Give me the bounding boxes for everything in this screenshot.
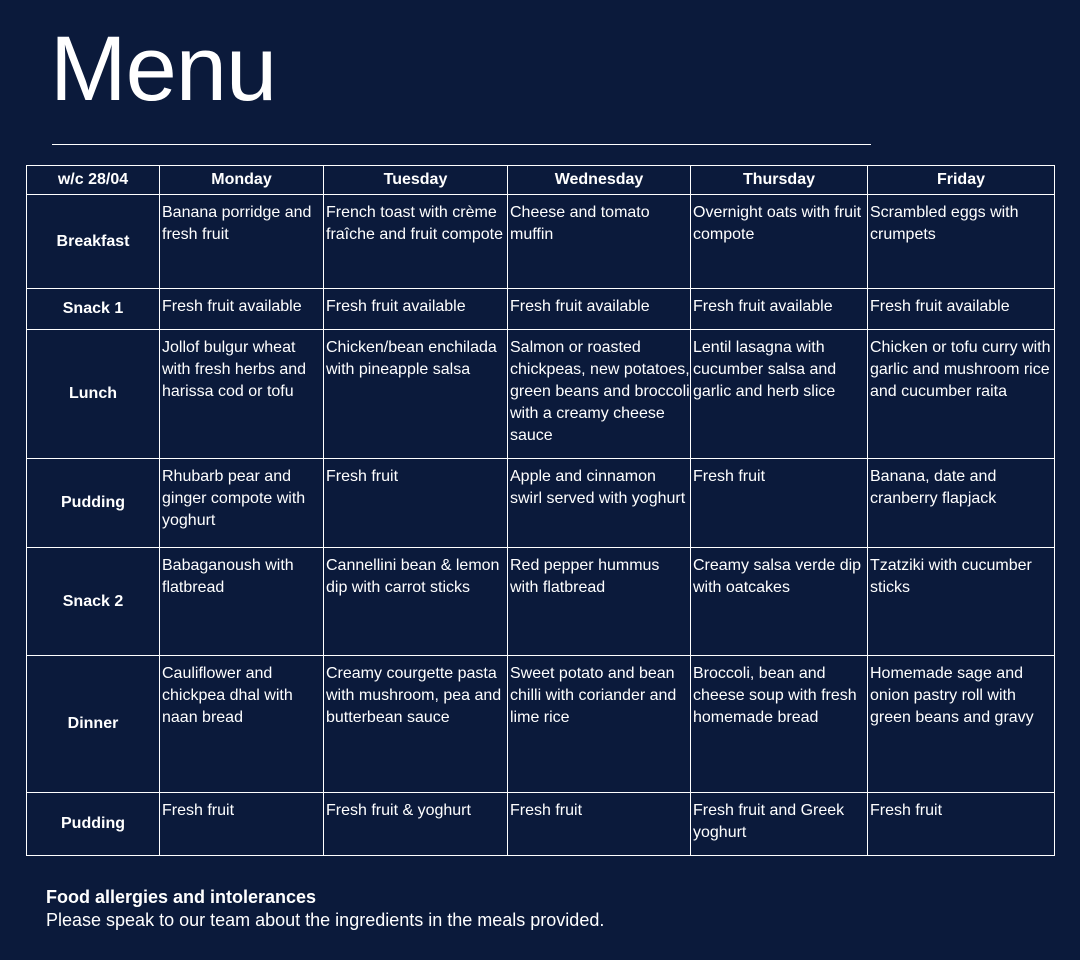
menu-cell: Fresh fruit [324, 459, 508, 548]
day-header-tuesday: Tuesday [324, 166, 508, 195]
table-row [27, 459, 1055, 548]
menu-cell: Homemade sage and onion pastry roll with green beans and gravy [868, 656, 1055, 793]
menu-cell: Apple and cinnamon swirl served with yoghurt [508, 459, 691, 548]
menu-cell: French toast with crème fraîche and fruit compote [324, 195, 508, 289]
table-row [27, 330, 1055, 459]
menu-cell: Jollof bulgur wheat with fresh herbs and harissa cod or tofu [160, 330, 324, 459]
menu-cell: Tzatziki with cucumber sticks [868, 548, 1055, 656]
week-commencing-label: w/c 28/04 [27, 166, 160, 195]
menu-cell: Chicken/bean enchilada with pineapple salsa [324, 330, 508, 459]
menu-cell: Fresh fruit [691, 459, 868, 548]
menu-cell: Chicken or tofu curry with garlic and mushroom rice and cucumber raita [868, 330, 1055, 459]
menu-table [26, 165, 1055, 856]
meal-label: Pudding [27, 459, 160, 548]
menu-cell: Cheese and tomato muffin [508, 195, 691, 289]
menu-cell: Fresh fruit available [508, 289, 691, 330]
menu-cell: Sweet potato and bean chilli with coriander and lime rice [508, 656, 691, 793]
menu-cell: Broccoli, bean and cheese soup with fresh homemade bread [691, 656, 868, 793]
header-row [27, 166, 1055, 195]
menu-cell: Scrambled eggs with crumpets [868, 195, 1055, 289]
allergy-notice-title: Food allergies and intolerances [46, 887, 317, 907]
table-row [27, 289, 1055, 330]
table-row [27, 656, 1055, 793]
menu-cell: Banana, date and cranberry flapjack [868, 459, 1055, 548]
meal-label: Breakfast [27, 195, 160, 289]
menu-cell: Babaganoush with flatbread [160, 548, 324, 656]
menu-cell: Fresh fruit available [324, 289, 508, 330]
menu-cell: Salmon or roasted chickpeas, new potatoes, green beans and broccoli with a creamy cheese sauce [508, 330, 691, 459]
menu-cell: Overnight oats with fruit compote [691, 195, 868, 289]
table-row [27, 793, 1055, 856]
allergy-notice-text: Please speak to our team about the ingredients in the meals provided. [46, 910, 605, 930]
menu-cell: Fresh fruit [160, 793, 324, 856]
meal-label: Snack 1 [27, 289, 160, 330]
day-header-friday: Friday [868, 166, 1055, 195]
meal-label: Snack 2 [27, 548, 160, 656]
meal-label: Pudding [27, 793, 160, 856]
menu-cell: Fresh fruit & yoghurt [324, 793, 508, 856]
table-row [27, 548, 1055, 656]
menu-cell: Rhubarb pear and ginger compote with yoghurt [160, 459, 324, 548]
page-title: Menu [50, 18, 277, 120]
menu-cell: Creamy salsa verde dip with oatcakes [691, 548, 868, 656]
menu-cell: Cannellini bean & lemon dip with carrot sticks [324, 548, 508, 656]
menu-cell: Red pepper hummus with flatbread [508, 548, 691, 656]
menu-cell: Banana porridge and fresh fruit [160, 195, 324, 289]
title-divider [52, 144, 871, 145]
meal-label: Lunch [27, 330, 160, 459]
day-header-monday: Monday [160, 166, 324, 195]
menu-cell: Fresh fruit [508, 793, 691, 856]
table-row [27, 195, 1055, 289]
menu-cell: Fresh fruit available [868, 289, 1055, 330]
menu-cell: Fresh fruit available [691, 289, 868, 330]
menu-cell: Fresh fruit available [160, 289, 324, 330]
menu-cell: Creamy courgette pasta with mushroom, pea and butterbean sauce [324, 656, 508, 793]
menu-cell: Cauliflower and chickpea dhal with naan bread [160, 656, 324, 793]
allergy-notice [46, 886, 604, 932]
menu-cell: Fresh fruit [868, 793, 1055, 856]
meal-label: Dinner [27, 656, 160, 793]
day-header-wednesday: Wednesday [508, 166, 691, 195]
menu-cell: Lentil lasagna with cucumber salsa and garlic and herb slice [691, 330, 868, 459]
menu-cell: Fresh fruit and Greek yoghurt [691, 793, 868, 856]
day-header-thursday: Thursday [691, 166, 868, 195]
